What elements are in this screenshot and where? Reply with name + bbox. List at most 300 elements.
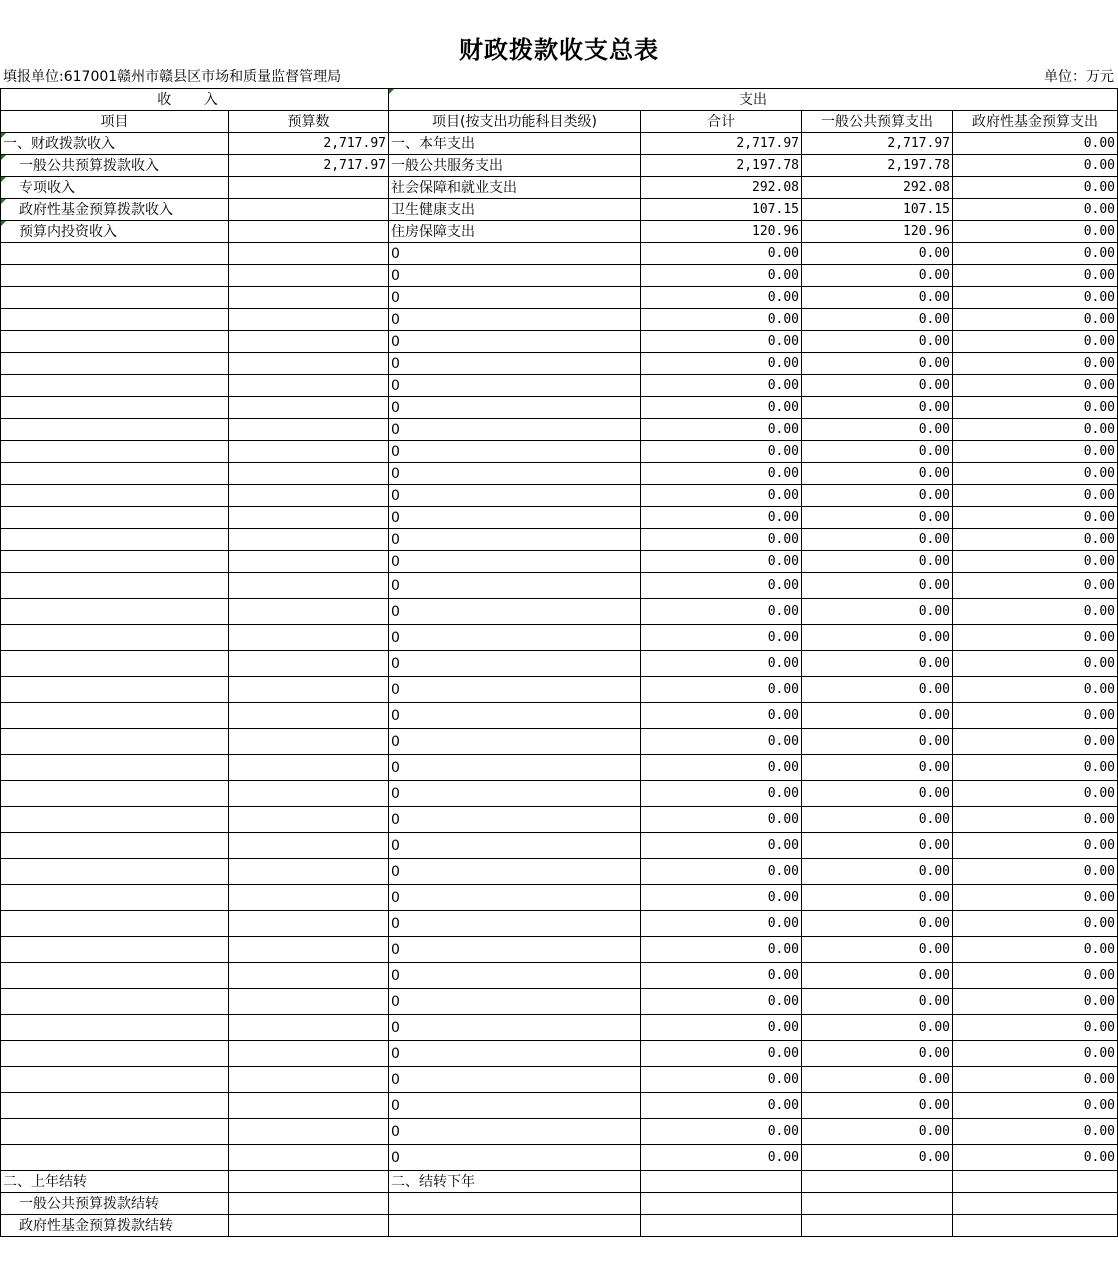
expense-fund [953,1215,1118,1237]
expense-general: 0.00 [802,1093,953,1119]
col-header-general: 一般公共预算支出 [802,111,953,133]
expense-fund: 0.00 [953,937,1118,963]
expense-total: 0.00 [641,441,802,463]
table-row [1,221,1118,243]
expense-general: 0.00 [802,463,953,485]
table-row [1,833,1118,859]
income-amount [229,1015,389,1041]
expense-item: 0 [389,599,641,625]
expense-item: 0 [389,729,641,755]
expense-fund [953,1171,1118,1193]
expense-general: 292.08 [802,177,953,199]
income-amount [229,221,389,243]
expense-item: 0 [389,309,641,331]
income-amount [229,1145,389,1171]
expense-item: 0 [389,1015,641,1041]
income-amount [229,703,389,729]
expense-general: 0.00 [802,551,953,573]
expense-item: 卫生健康支出 [389,199,641,221]
expense-item: 0 [389,265,641,287]
expense-item: 0 [389,911,641,937]
income-amount [229,243,389,265]
reporting-unit: 填报单位:617001赣州市赣县区市场和质量监督管理局 [3,69,342,85]
income-amount [229,859,389,885]
expense-general: 0.00 [802,441,953,463]
income-item: 政府性基金预算拨款结转 [1,1215,229,1237]
table-row [1,807,1118,833]
income-item [1,419,229,441]
expense-item: 0 [389,353,641,375]
expense-total: 0.00 [641,419,802,441]
expense-fund: 0.00 [953,529,1118,551]
expense-general: 2,197.78 [802,155,953,177]
expense-general: 0.00 [802,1067,953,1093]
table-row [1,1171,1118,1193]
expense-total: 0.00 [641,833,802,859]
expense-general: 0.00 [802,755,953,781]
table-row [1,1067,1118,1093]
table-row [1,885,1118,911]
expense-fund: 0.00 [953,1015,1118,1041]
table-row [1,729,1118,755]
expense-fund: 0.00 [953,859,1118,885]
expense-general: 0.00 [802,397,953,419]
table-row [1,859,1118,885]
table-row [1,463,1118,485]
expense-general: 0.00 [802,265,953,287]
expense-total: 0.00 [641,755,802,781]
income-amount [229,265,389,287]
expense-fund: 0.00 [953,625,1118,651]
income-amount [229,963,389,989]
expense-item: 0 [389,833,641,859]
table-row [1,911,1118,937]
expense-fund: 0.00 [953,463,1118,485]
expense-general: 0.00 [802,963,953,989]
table-row [1,265,1118,287]
table-row [1,755,1118,781]
expense-item: 0 [389,755,641,781]
expense-fund: 0.00 [953,833,1118,859]
income-item: 二、上年结转 [1,1171,229,1193]
income-item [1,573,229,599]
expense-general: 0.00 [802,1145,953,1171]
expense-fund: 0.00 [953,199,1118,221]
income-amount [229,353,389,375]
income-amount [229,833,389,859]
expense-general: 0.00 [802,651,953,677]
income-amount [229,911,389,937]
expense-general: 0.00 [802,599,953,625]
expense-general: 0.00 [802,485,953,507]
income-item [1,309,229,331]
table-row [1,419,1118,441]
table-row [1,573,1118,599]
expense-general: 0.00 [802,309,953,331]
expense-general: 0.00 [802,781,953,807]
income-item: 一般公共预算拨款收入 [1,155,229,177]
income-amount [229,375,389,397]
income-item [1,507,229,529]
table-row [1,703,1118,729]
income-item [1,859,229,885]
expense-fund: 0.00 [953,397,1118,419]
expense-fund [953,1193,1118,1215]
income-item [1,1067,229,1093]
expense-total: 0.00 [641,287,802,309]
expense-general: 0.00 [802,677,953,703]
income-item [1,441,229,463]
expense-fund: 0.00 [953,353,1118,375]
income-amount [229,1171,389,1193]
expense-item: 0 [389,287,641,309]
income-amount [229,1067,389,1093]
income-item [1,529,229,551]
income-amount [229,1193,389,1215]
table-row [1,625,1118,651]
expense-general: 0.00 [802,1119,953,1145]
income-item [1,331,229,353]
income-item [1,243,229,265]
expense-fund: 0.00 [953,755,1118,781]
expense-total [641,1215,802,1237]
income-item: 专项收入 [1,177,229,199]
income-amount [229,1119,389,1145]
expense-fund: 0.00 [953,573,1118,599]
expense-fund: 0.00 [953,507,1118,529]
expense-general: 0.00 [802,375,953,397]
expense-total: 0.00 [641,703,802,729]
expense-general: 0.00 [802,1041,953,1067]
expense-item: 0 [389,989,641,1015]
income-amount [229,573,389,599]
expense-item: 0 [389,573,641,599]
expense-fund: 0.00 [953,651,1118,677]
expense-fund: 0.00 [953,155,1118,177]
expense-item: 0 [389,1067,641,1093]
income-item [1,463,229,485]
expense-general: 120.96 [802,221,953,243]
income-amount [229,463,389,485]
income-item [1,1145,229,1171]
expense-item: 0 [389,937,641,963]
expense-total: 0.00 [641,677,802,703]
income-amount [229,419,389,441]
expense-total: 2,717.97 [641,133,802,155]
expense-fund: 0.00 [953,729,1118,755]
income-item [1,1119,229,1145]
table-row [1,331,1118,353]
expense-general: 0.00 [802,529,953,551]
income-item [1,599,229,625]
table-row [1,651,1118,677]
expense-total: 0.00 [641,463,802,485]
expense-item: 0 [389,885,641,911]
expense-general: 0.00 [802,625,953,651]
expense-total: 0.00 [641,1145,802,1171]
expense-fund: 0.00 [953,599,1118,625]
expense-total: 2,197.78 [641,155,802,177]
expense-general: 0.00 [802,885,953,911]
expense-item: 0 [389,1119,641,1145]
income-amount [229,551,389,573]
expense-total: 0.00 [641,859,802,885]
income-amount [229,729,389,755]
expense-item: 0 [389,243,641,265]
expense-item: 0 [389,1041,641,1067]
table-row [1,1145,1118,1171]
expense-fund: 0.00 [953,265,1118,287]
income-item [1,755,229,781]
expense-total: 0.00 [641,265,802,287]
expense-item: 0 [389,677,641,703]
expense-fund: 0.00 [953,989,1118,1015]
table-row [1,441,1118,463]
income-amount: 2,717.97 [229,133,389,155]
expense-total: 0.00 [641,243,802,265]
expense-general [802,1193,953,1215]
income-amount [229,1093,389,1119]
expense-general: 2,717.97 [802,133,953,155]
expense-item: 0 [389,651,641,677]
income-amount [229,199,389,221]
income-item [1,781,229,807]
table-row [1,353,1118,375]
expense-total: 0.00 [641,599,802,625]
table-row [1,1041,1118,1067]
income-amount [229,937,389,963]
income-item [1,1015,229,1041]
table-row [1,287,1118,309]
expense-general: 107.15 [802,199,953,221]
expense-general: 0.00 [802,729,953,755]
expense-item: 一般公共服务支出 [389,155,641,177]
expense-general: 0.00 [802,1015,953,1041]
income-amount [229,989,389,1015]
income-item: 政府性基金预算拨款收入 [1,199,229,221]
expense-item: 住房保障支出 [389,221,641,243]
income-item [1,729,229,755]
col-header-expense-item: 项目(按支出功能科目类级) [389,111,641,133]
expense-general: 0.00 [802,419,953,441]
income-amount [229,755,389,781]
expense-total: 0.00 [641,729,802,755]
expense-total: 0.00 [641,911,802,937]
table-row [1,1215,1118,1237]
expense-fund: 0.00 [953,1067,1118,1093]
income-amount [229,807,389,833]
expense-total: 120.96 [641,221,802,243]
expense-item: 0 [389,331,641,353]
expense-fund: 0.00 [953,885,1118,911]
table-row [1,133,1118,155]
income-item [1,989,229,1015]
expense-total: 0.00 [641,625,802,651]
budget-table [0,88,1118,1237]
expense-fund: 0.00 [953,221,1118,243]
income-amount [229,309,389,331]
expense-total: 292.08 [641,177,802,199]
expense-general: 0.00 [802,287,953,309]
expense-general: 0.00 [802,989,953,1015]
income-amount [229,781,389,807]
page-title: 财政拨款收支总表 [459,36,659,64]
expense-fund: 0.00 [953,243,1118,265]
income-item: 预算内投资收入 [1,221,229,243]
expense-total: 0.00 [641,1093,802,1119]
table-row [1,551,1118,573]
expense-total: 0.00 [641,529,802,551]
income-amount [229,177,389,199]
income-item [1,375,229,397]
col-header-item: 项目 [1,111,229,133]
expense-general: 0.00 [802,911,953,937]
expense-total: 0.00 [641,309,802,331]
income-item: 一、财政拨款收入 [1,133,229,155]
expense-total: 0.00 [641,1067,802,1093]
table-row [1,397,1118,419]
expense-total: 0.00 [641,885,802,911]
expense-total: 0.00 [641,375,802,397]
expense-general [802,1171,953,1193]
income-item [1,1093,229,1119]
income-item [1,833,229,859]
expense-item: 0 [389,1145,641,1171]
expense-item: 社会保障和就业支出 [389,177,641,199]
table-row [1,781,1118,807]
expense-fund: 0.00 [953,419,1118,441]
expense-item: 0 [389,397,641,419]
expense-item: 0 [389,485,641,507]
expense-general: 0.00 [802,243,953,265]
expense-item: 0 [389,441,641,463]
expense-total: 0.00 [641,551,802,573]
expense-fund: 0.00 [953,807,1118,833]
expense-item: 0 [389,419,641,441]
income-amount [229,397,389,419]
col-header-budget: 预算数 [229,111,389,133]
expense-fund: 0.00 [953,1041,1118,1067]
income-amount [229,287,389,309]
expense-general: 0.00 [802,833,953,859]
income-item [1,551,229,573]
expense-item: 0 [389,625,641,651]
expense-total [641,1193,802,1215]
expense-item: 0 [389,781,641,807]
income-item [1,963,229,989]
expense-fund: 0.00 [953,133,1118,155]
expense-item: 0 [389,507,641,529]
income-amount [229,885,389,911]
col-header-fund: 政府性基金预算支出 [953,111,1118,133]
table-row [1,529,1118,551]
table-row [1,677,1118,703]
table-row [1,507,1118,529]
expense-fund: 0.00 [953,441,1118,463]
expense-total: 0.00 [641,963,802,989]
income-item [1,625,229,651]
income-amount [229,1215,389,1237]
table-row [1,155,1118,177]
table-row [1,599,1118,625]
expense-item: 0 [389,1093,641,1119]
income-item [1,807,229,833]
income-amount: 2,717.97 [229,155,389,177]
income-item [1,885,229,911]
expense-item [389,1193,641,1215]
expense-general: 0.00 [802,859,953,885]
income-amount [229,441,389,463]
expense-total: 107.15 [641,199,802,221]
expense-total: 0.00 [641,937,802,963]
expense-fund: 0.00 [953,309,1118,331]
expense-fund: 0.00 [953,677,1118,703]
income-amount [229,625,389,651]
income-item: 一般公共预算拨款结转 [1,1193,229,1215]
expense-total: 0.00 [641,485,802,507]
expense-total [641,1171,802,1193]
table-row [1,243,1118,265]
table-row [1,199,1118,221]
income-item [1,937,229,963]
income-item [1,287,229,309]
income-item [1,703,229,729]
expense-fund: 0.00 [953,177,1118,199]
expense-general: 0.00 [802,937,953,963]
table-row [1,1119,1118,1145]
expense-item: 0 [389,529,641,551]
expense-fund: 0.00 [953,551,1118,573]
table-row [1,177,1118,199]
income-amount [229,331,389,353]
expense-total: 0.00 [641,331,802,353]
income-item [1,397,229,419]
expense-item: 0 [389,375,641,397]
expense-fund: 0.00 [953,911,1118,937]
expense-total: 0.00 [641,573,802,599]
expense-item: 0 [389,963,641,989]
income-amount [229,485,389,507]
table-row [1,1193,1118,1215]
expense-general [802,1215,953,1237]
expense-total: 0.00 [641,989,802,1015]
expense-fund: 0.00 [953,1119,1118,1145]
expense-total: 0.00 [641,1119,802,1145]
expense-item: 0 [389,551,641,573]
expense-fund: 0.00 [953,781,1118,807]
expense-total: 0.00 [641,1041,802,1067]
expense-fund: 0.00 [953,963,1118,989]
table-row [1,375,1118,397]
expense-item: 二、结转下年 [389,1171,641,1193]
income-item [1,1041,229,1067]
table-row [1,1093,1118,1119]
currency-unit: 单位：万元 [1044,69,1114,85]
income-amount [229,1041,389,1067]
expense-total: 0.00 [641,1015,802,1041]
expense-fund: 0.00 [953,1145,1118,1171]
income-item [1,353,229,375]
income-amount [229,599,389,625]
expense-fund: 0.00 [953,1093,1118,1119]
expense-total: 0.00 [641,397,802,419]
expense-fund: 0.00 [953,375,1118,397]
expense-fund: 0.00 [953,703,1118,729]
income-item [1,651,229,677]
expense-general: 0.00 [802,807,953,833]
expense-item: 0 [389,807,641,833]
table-row [1,989,1118,1015]
